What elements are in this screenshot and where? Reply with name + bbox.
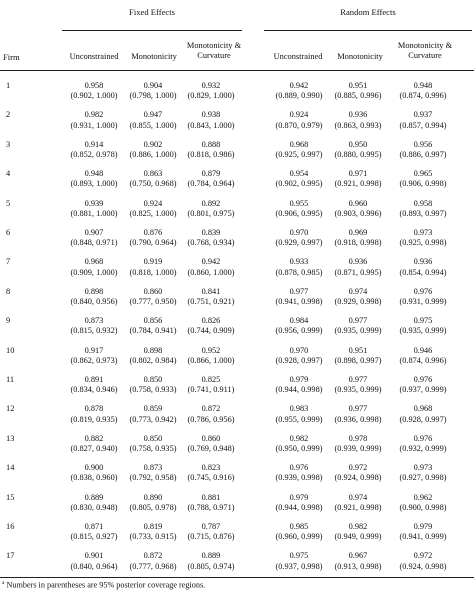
coverage-interval: (0.818, 1.000) (129, 267, 177, 277)
coverage-interval: (0.838, 0.960) (70, 473, 118, 483)
table-cell (171, 463, 251, 483)
estimate-value: 0.891 (84, 375, 104, 384)
firm-label: 2 (6, 110, 11, 120)
coverage-interval: (0.758, 0.933) (129, 385, 177, 395)
estimate-value: 0.978 (348, 433, 368, 443)
random-effects-rule (264, 30, 472, 31)
estimate-value: 0.977 (289, 286, 309, 296)
table-cell (383, 346, 463, 366)
coverage-interval: (0.893, 1.000) (70, 179, 118, 189)
estimate-value: 0.969 (348, 228, 368, 237)
firm-label: 1 (6, 81, 11, 90)
estimate-value: 0.985 (289, 522, 309, 531)
coverage-interval: (0.881, 1.000) (70, 208, 118, 218)
coverage-interval: (0.886, 1.000) (129, 150, 177, 159)
coverage-interval: (0.786, 0.956) (187, 414, 235, 424)
estimate-value: 0.979 (413, 522, 433, 531)
estimate-value: 0.919 (143, 257, 163, 267)
coverage-interval: (0.900, 0.998) (399, 502, 447, 512)
coverage-interval: (0.935, 0.999) (334, 385, 382, 395)
table-cell (171, 199, 251, 219)
coverage-interval: (0.936, 0.998) (334, 414, 382, 424)
firm-column-header: Firm (3, 52, 20, 62)
estimate-value: 0.974 (348, 492, 368, 502)
estimate-value: 0.947 (143, 110, 163, 120)
estimate-value: 0.939 (84, 198, 104, 208)
coverage-interval: (0.802, 0.984) (129, 355, 177, 365)
estimate-value: 0.968 (84, 257, 104, 267)
coverage-interval: (0.924, 0.998) (334, 473, 382, 483)
coverage-interval: (0.886, 0.997) (399, 150, 447, 159)
table-cell (383, 81, 463, 101)
estimate-value: 0.948 (84, 169, 104, 179)
estimate-value: 0.982 (84, 110, 104, 120)
coverage-interval: (0.885, 0.996) (334, 91, 382, 101)
estimate-value: 0.975 (289, 551, 309, 561)
coverage-interval: (0.898, 0.997) (334, 355, 382, 365)
coverage-interval: (0.950, 0.999) (275, 444, 323, 453)
estimate-value: 0.787 (201, 522, 221, 531)
coverage-interval: (0.956, 0.999) (275, 326, 323, 336)
table-bottom-rule (0, 577, 474, 578)
estimate-value: 0.863 (143, 169, 163, 179)
table-cell (383, 287, 463, 307)
estimate-value: 0.973 (413, 463, 433, 473)
estimate-value: 0.951 (348, 345, 368, 355)
coverage-interval: (0.889, 0.990) (275, 91, 323, 101)
estimate-value: 0.872 (143, 551, 163, 561)
estimate-value: 0.881 (201, 492, 221, 502)
coverage-interval: (0.944, 0.998) (275, 502, 323, 512)
firm-label: 7 (6, 257, 11, 267)
header-bottom-rule (0, 70, 474, 71)
estimate-value: 0.892 (201, 198, 221, 208)
table-cell (383, 110, 463, 130)
estimate-value: 0.976 (289, 463, 309, 473)
estimate-value: 0.977 (348, 316, 368, 326)
coverage-interval: (0.840, 0.964) (70, 561, 118, 571)
coverage-interval: (0.906, 0.998) (399, 179, 447, 189)
estimate-value: 0.960 (348, 198, 368, 208)
table-cell (171, 287, 251, 307)
col-header-fe-monotonicity: Monotonicity (131, 52, 177, 61)
coverage-interval: (0.928, 0.997) (275, 355, 323, 365)
estimate-value: 0.860 (143, 286, 163, 296)
random-effects-group-header: Random Effects (340, 7, 396, 17)
coverage-interval: (0.768, 0.934) (187, 238, 235, 248)
table-cell (171, 522, 251, 542)
coverage-interval: (0.928, 0.997) (399, 414, 447, 424)
estimate-value: 0.900 (84, 463, 104, 473)
estimate-value: 0.872 (201, 404, 221, 414)
firm-label: 12 (6, 404, 15, 414)
estimate-value: 0.825 (201, 375, 221, 384)
estimate-value: 0.901 (84, 551, 104, 561)
estimate-value: 0.907 (84, 228, 104, 237)
firm-label: 4 (6, 169, 11, 179)
estimate-value: 0.914 (84, 139, 104, 149)
table-cell (383, 140, 463, 160)
estimate-value: 0.951 (348, 81, 368, 90)
table-cell (171, 493, 251, 513)
estimate-value: 0.878 (84, 404, 104, 414)
estimate-value: 0.984 (289, 316, 309, 326)
estimate-value: 0.898 (84, 286, 104, 296)
coverage-interval: (0.931, 1.000) (70, 120, 118, 130)
coverage-interval: (0.893, 0.997) (399, 208, 447, 218)
table-cell (383, 522, 463, 542)
table-cell (383, 228, 463, 248)
estimate-value: 0.936 (348, 110, 368, 120)
coverage-interval: (0.902, 1.000) (70, 91, 118, 101)
coverage-interval: (0.878, 0.985) (275, 267, 323, 277)
firm-label: 15 (6, 492, 15, 502)
coverage-interval: (0.941, 0.998) (275, 297, 323, 306)
estimate-value: 0.977 (348, 404, 368, 414)
estimate-value: 0.936 (348, 257, 368, 267)
estimate-value: 0.982 (289, 433, 309, 443)
firm-label: 8 (6, 286, 11, 296)
coverage-interval: (0.927, 0.998) (399, 473, 447, 483)
table-cell (383, 404, 463, 424)
coverage-interval: (0.777, 0.950) (129, 297, 177, 306)
coverage-interval: (0.941, 0.999) (399, 532, 447, 542)
estimate-value: 0.958 (413, 198, 433, 208)
coverage-interval: (0.874, 0.996) (399, 355, 447, 365)
firm-label: 5 (6, 198, 11, 208)
estimate-value: 0.826 (201, 316, 221, 326)
coverage-interval: (0.863, 0.993) (334, 120, 382, 130)
firm-label: 16 (6, 522, 15, 531)
estimate-value: 0.850 (143, 433, 163, 443)
coverage-interval: (0.932, 0.999) (399, 444, 447, 453)
estimate-value: 0.879 (201, 169, 221, 179)
estimate-value: 0.938 (201, 110, 221, 120)
estimate-value: 0.977 (348, 375, 368, 384)
estimate-value: 0.976 (413, 286, 433, 296)
estimate-value: 0.971 (348, 169, 368, 179)
coverage-interval: (0.860, 1.000) (187, 267, 235, 277)
coverage-interval: (0.848, 0.971) (70, 238, 118, 248)
estimate-value: 0.889 (201, 551, 221, 561)
table-cell (171, 404, 251, 424)
col-header-fe-monotonicity-curvature: Monotonicity & Curvature (186, 41, 242, 60)
coverage-interval: (0.750, 0.968) (129, 179, 177, 189)
estimate-value: 0.948 (413, 81, 433, 90)
estimate-value: 0.979 (289, 375, 309, 384)
estimate-value: 0.904 (143, 81, 163, 90)
fixed-effects-group-header: Fixed Effects (129, 7, 175, 17)
coverage-interval: (0.801, 0.975) (187, 208, 235, 218)
coverage-interval: (0.880, 0.995) (334, 150, 382, 159)
estimate-value: 0.983 (289, 404, 309, 414)
estimate-value: 0.889 (84, 492, 104, 502)
estimate-value: 0.860 (201, 433, 221, 443)
coverage-interval: (0.921, 0.998) (334, 502, 382, 512)
estimate-value: 0.937 (413, 110, 433, 120)
coverage-interval: (0.918, 0.998) (334, 238, 382, 248)
estimate-value: 0.972 (348, 463, 368, 473)
estimate-value: 0.871 (84, 522, 104, 531)
coverage-interval: (0.798, 1.000) (129, 91, 177, 101)
coverage-interval: (0.829, 1.000) (187, 91, 235, 101)
estimate-value: 0.924 (143, 198, 163, 208)
estimate-value: 0.917 (84, 345, 104, 355)
table-cell (383, 169, 463, 189)
coverage-interval: (0.949, 0.999) (334, 532, 382, 542)
coverage-interval: (0.937, 0.998) (275, 561, 323, 571)
table-cell (383, 199, 463, 219)
table-cell (383, 551, 463, 571)
coverage-interval: (0.784, 0.941) (129, 326, 177, 336)
footnote-text: Numbers in parentheses are 95% posterior coverage regions. (6, 580, 206, 590)
coverage-interval: (0.843, 1.000) (187, 120, 235, 130)
footnote (2, 580, 205, 590)
estimate-value: 0.898 (143, 345, 163, 355)
table-cell (171, 434, 251, 454)
coverage-interval: (0.834, 0.946) (70, 385, 118, 395)
coverage-interval: (0.924, 0.998) (399, 561, 447, 571)
estimate-value: 0.952 (201, 345, 221, 355)
coverage-interval: (0.921, 0.998) (334, 179, 382, 189)
coverage-interval: (0.777, 0.968) (129, 561, 177, 571)
firm-label: 9 (6, 316, 11, 326)
estimate-value: 0.942 (289, 81, 309, 90)
col-header-fe-unconstrained: Unconstrained (69, 52, 119, 61)
coverage-interval: (0.784, 0.964) (187, 179, 235, 189)
coverage-interval: (0.925, 0.997) (275, 150, 323, 159)
estimate-value: 0.974 (348, 286, 368, 296)
coverage-interval: (0.939, 0.999) (334, 444, 382, 453)
coverage-interval: (0.751, 0.921) (187, 297, 235, 306)
table-cell (383, 493, 463, 513)
estimate-value: 0.946 (413, 345, 433, 355)
estimate-value: 0.876 (143, 228, 163, 237)
estimate-value: 0.932 (201, 81, 221, 90)
coverage-interval: (0.825, 1.000) (129, 208, 177, 218)
coverage-interval: (0.758, 0.935) (129, 444, 177, 453)
estimate-value: 0.823 (201, 463, 221, 473)
coverage-interval: (0.935, 0.999) (399, 326, 447, 336)
col-header-re-monotonicity-curvature: Monotonicity & Curvature (397, 41, 453, 60)
table-cell (171, 228, 251, 248)
coverage-interval: (0.871, 0.995) (334, 267, 382, 277)
table-cell (383, 463, 463, 483)
coverage-interval: (0.805, 0.974) (187, 561, 235, 571)
coverage-interval: (0.788, 0.971) (187, 502, 235, 512)
estimate-value: 0.968 (413, 404, 433, 414)
estimate-value: 0.933 (289, 257, 309, 267)
coverage-interval: (0.815, 0.932) (70, 326, 118, 336)
coverage-interval: (0.855, 1.000) (129, 120, 177, 130)
firm-label: 3 (6, 139, 11, 149)
estimate-value: 0.856 (143, 316, 163, 326)
estimate-value: 0.982 (348, 522, 368, 531)
table-cell (171, 375, 251, 395)
fixed-effects-rule (62, 30, 242, 31)
coverage-interval: (0.792, 0.958) (129, 473, 177, 483)
estimate-value: 0.970 (289, 228, 309, 237)
estimate-value: 0.970 (289, 345, 309, 355)
table-cell (171, 551, 251, 571)
footnote-marker: a (2, 580, 5, 586)
coverage-interval: (0.819, 0.935) (70, 414, 118, 424)
estimate-value: 0.967 (348, 551, 368, 561)
estimate-value: 0.924 (289, 110, 309, 120)
estimate-value: 0.979 (289, 492, 309, 502)
table-cell (171, 110, 251, 130)
coverage-interval: (0.815, 0.927) (70, 532, 118, 542)
coverage-interval: (0.902, 0.995) (275, 179, 323, 189)
firm-label: 14 (6, 463, 15, 473)
coverage-interval: (0.805, 0.978) (129, 502, 177, 512)
coverage-interval: (0.960, 0.999) (275, 532, 323, 542)
coverage-interval: (0.744, 0.909) (187, 326, 235, 336)
coverage-interval: (0.906, 0.995) (275, 208, 323, 218)
estimate-value: 0.841 (201, 286, 221, 296)
estimate-value: 0.973 (413, 228, 433, 237)
coverage-interval: (0.909, 1.000) (70, 267, 118, 277)
firm-label: 6 (6, 228, 11, 237)
estimate-value: 0.873 (143, 463, 163, 473)
coverage-interval: (0.715, 0.876) (187, 532, 235, 542)
col-header-re-monotonicity: Monotonicity (337, 52, 383, 61)
coverage-interval: (0.929, 0.997) (275, 238, 323, 248)
coverage-interval: (0.929, 0.998) (334, 297, 382, 306)
coverage-interval: (0.818, 0.986) (187, 150, 235, 159)
coverage-interval: (0.840, 0.956) (70, 297, 118, 306)
table-cell (383, 257, 463, 277)
coverage-interval: (0.925, 0.998) (399, 238, 447, 248)
estimate-value: 0.890 (143, 492, 163, 502)
estimate-value: 0.873 (84, 316, 104, 326)
coverage-interval: (0.939, 0.998) (275, 473, 323, 483)
coverage-interval: (0.874, 0.996) (399, 91, 447, 101)
table-cell (171, 81, 251, 101)
estimate-value: 0.888 (201, 139, 221, 149)
coverage-interval: (0.854, 0.994) (399, 267, 447, 277)
estimate-value: 0.968 (289, 139, 309, 149)
estimate-value: 0.942 (201, 257, 221, 267)
firm-label: 17 (6, 551, 15, 561)
estimate-value: 0.976 (413, 433, 433, 443)
table-cell (171, 169, 251, 189)
coverage-interval: (0.773, 0.942) (129, 414, 177, 424)
estimate-value: 0.962 (413, 492, 433, 502)
coverage-interval: (0.827, 0.940) (70, 444, 118, 453)
table-cell (383, 316, 463, 336)
coverage-interval: (0.935, 0.999) (334, 326, 382, 336)
coverage-interval: (0.741, 0.911) (187, 385, 235, 395)
coverage-interval: (0.862, 0.973) (70, 355, 118, 365)
table-cell (171, 346, 251, 366)
coverage-interval: (0.931, 0.999) (399, 297, 447, 306)
col-header-re-unconstrained: Unconstrained (273, 52, 323, 61)
estimate-value: 0.819 (143, 522, 163, 531)
coverage-interval: (0.790, 0.964) (129, 238, 177, 248)
coverage-interval: (0.955, 0.999) (275, 414, 323, 424)
estimate-value: 0.850 (143, 375, 163, 384)
coverage-interval: (0.870, 0.979) (275, 120, 323, 130)
coverage-interval: (0.733, 0.915) (129, 532, 177, 542)
estimate-value: 0.976 (413, 375, 433, 384)
coverage-interval: (0.913, 0.998) (334, 561, 382, 571)
table-cell (171, 316, 251, 336)
firm-label: 10 (6, 345, 15, 355)
estimate-value: 0.956 (413, 139, 433, 149)
estimate-value: 0.859 (143, 404, 163, 414)
estimate-value: 0.839 (201, 228, 221, 237)
coverage-interval: (0.745, 0.916) (187, 473, 235, 483)
estimate-value: 0.954 (289, 169, 309, 179)
estimate-value: 0.950 (348, 139, 368, 149)
table-cell (171, 140, 251, 160)
firm-label: 13 (6, 433, 15, 443)
coverage-interval: (0.944, 0.998) (275, 385, 323, 395)
coverage-interval: (0.769, 0.948) (187, 444, 235, 453)
coverage-interval: (0.830, 0.948) (70, 502, 118, 512)
coverage-interval: (0.937, 0.999) (399, 385, 447, 395)
coverage-interval: (0.852, 0.978) (70, 150, 118, 159)
table-cell (383, 375, 463, 395)
estimate-value: 0.965 (413, 169, 433, 179)
estimate-value: 0.882 (84, 433, 104, 443)
estimate-value: 0.975 (413, 316, 433, 326)
table-cell (383, 434, 463, 454)
estimate-value: 0.955 (289, 198, 309, 208)
coverage-interval: (0.866, 1.000) (187, 355, 235, 365)
firm-label: 11 (6, 375, 15, 384)
coverage-interval: (0.903, 0.996) (334, 208, 382, 218)
estimate-value: 0.902 (143, 139, 163, 149)
table-cell (171, 257, 251, 277)
estimate-value: 0.936 (413, 257, 433, 267)
estimate-value: 0.958 (84, 81, 104, 90)
coverage-interval: (0.857, 0.994) (399, 120, 447, 130)
estimate-value: 0.972 (413, 551, 433, 561)
